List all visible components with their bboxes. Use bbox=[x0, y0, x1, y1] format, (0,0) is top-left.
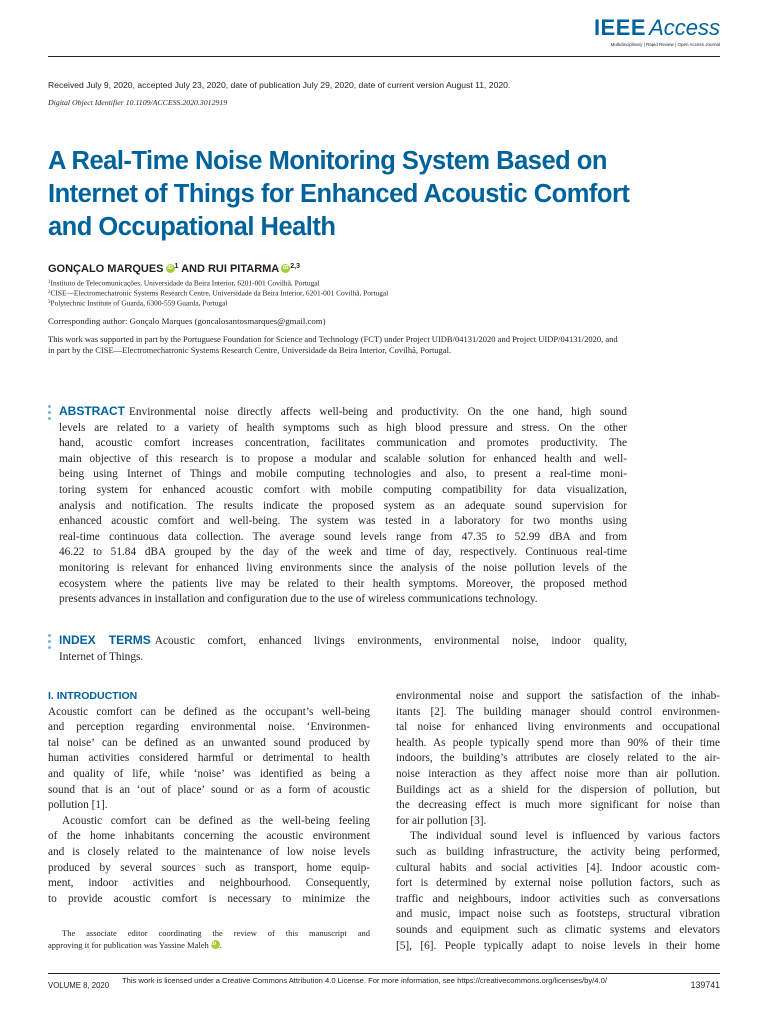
footer-divider bbox=[48, 973, 720, 974]
body-line: human activities considered harmful or detrimental to health bbox=[48, 752, 370, 765]
affiliation-text: CISE—Electromechatronic Systems Research Centre, Universidade da Beira Interior, 6201-001 Covilhã, Portugal bbox=[50, 288, 389, 298]
body-line: Acoustic comfort can be defined as the well-being feeling bbox=[62, 814, 370, 827]
abstract-line: ABSTRACT Environmental noise directly affects well-being and productivity. On the one hand, high sound bbox=[59, 404, 627, 418]
orcid-icon[interactable]: iD bbox=[283, 265, 289, 271]
section-heading: I. INTRODUCTION bbox=[48, 690, 138, 702]
footnote-line: approving it for publication was Yassine Maleh iD . bbox=[48, 940, 222, 950]
author-1-affiliation: 1 bbox=[174, 263, 179, 270]
body-line: [5], [6]. People typically adapt to noise levels in their home bbox=[396, 939, 720, 952]
affiliation-number: 2 bbox=[48, 290, 51, 295]
body-line: produced by several sources such as transport, home equip- bbox=[48, 861, 370, 874]
index-terms bbox=[59, 633, 627, 665]
abstract-marker-icon bbox=[48, 405, 51, 423]
abstract-line: ecosystem where the patients live may be related to their health symptoms. Moreover, the proposed method bbox=[59, 577, 627, 590]
index-terms-line: Internet of Things. bbox=[59, 650, 144, 663]
header-divider bbox=[48, 56, 720, 57]
body-line: traffic and neighbours, indoor activities such as conversations bbox=[396, 892, 720, 905]
orcid-icon[interactable]: iD bbox=[167, 265, 173, 271]
author-2-name: AND RUI PITARMA bbox=[181, 263, 280, 275]
body-line: tal noise for enhanced living environments and occupational bbox=[396, 721, 720, 734]
abstract-line: real-time continuous data collection. The average sound levels range from 47.35 to 52.99 dBA and from bbox=[59, 530, 627, 543]
body-line: Buildings act as a shield for the dispersion of pollution, but bbox=[396, 783, 720, 796]
body-line: to provide acoustic comfort is necessary to minimize the bbox=[48, 892, 370, 905]
affiliation-2 bbox=[48, 288, 388, 298]
body-line: sound that is an ‘out of place’ sound or as a form of acoustic bbox=[48, 783, 370, 796]
body-line: noise interaction as they affect noise more than air pollution. bbox=[396, 767, 720, 780]
abstract-line: main objective of this research is to propose a modular and scalable solution for enhanced health and well- bbox=[59, 452, 627, 465]
body-line: for air pollution [3]. bbox=[396, 814, 487, 827]
abstract-line: toring system for enhanced acoustic comfort with mobile computing compatibility for data visualization, bbox=[59, 483, 627, 496]
body-line: fort is determined by external noise pollution factors, such as bbox=[396, 877, 720, 890]
body-column-left bbox=[48, 689, 370, 907]
page-number: 139741 bbox=[690, 980, 720, 990]
body-line: ment, indoor activities and neighbourhood. Consequently, bbox=[48, 877, 370, 890]
body-line: the decreasing effect is much more significant for noise than bbox=[396, 799, 720, 812]
journal-name-italic: Access bbox=[649, 15, 720, 40]
body-line: tal noise’ can be defined as an unwanted sound produced by bbox=[48, 736, 370, 749]
abstract-line: presents advances in installation and configuration due to the use of wireless communications technology. bbox=[59, 593, 538, 606]
body-line: such as building infrastructure, the activity being performed, bbox=[396, 845, 720, 858]
author-1-name: GONÇALO MARQUES bbox=[48, 263, 164, 275]
body-line: and perception regarding environmental noise. ‘Environmen- bbox=[48, 721, 370, 734]
body-line: Acoustic comfort can be defined as the occupant’s well-being bbox=[48, 705, 370, 718]
author-line bbox=[48, 263, 300, 275]
body-line: and music, impact noise such as footsteps, structural vibration bbox=[396, 908, 720, 921]
received-dates: Received July 9, 2020, accepted July 23, 2020, date of publication July 29, 2020, date of current version August 11, 2020. bbox=[48, 80, 511, 90]
abstract-line: 46.22 to 51.84 dBA grouped by the day of the week and time of day, respectively. Continuous real-time bbox=[59, 546, 627, 559]
affiliation-3 bbox=[48, 298, 227, 308]
index-terms-marker-icon bbox=[48, 634, 51, 652]
abstract-line: analysis and notification. The results indicate the proposed system as an adequate sound supervision for bbox=[59, 499, 627, 512]
affiliation-1 bbox=[48, 278, 320, 288]
footnote-line: The associate editor coordinating the review of this manuscript and bbox=[62, 928, 370, 938]
journal-name-bold: IEEE bbox=[593, 15, 647, 40]
body-column-right bbox=[396, 689, 720, 954]
affiliation-text: Polytechnic Institute of Guarda, 6300-559 Guarda, Portugal bbox=[50, 298, 228, 308]
journal-logo bbox=[594, 16, 720, 40]
volume-info: VOLUME 8, 2020 bbox=[48, 981, 110, 990]
author-2-affiliation: 2,3 bbox=[290, 263, 300, 270]
paper-title: A Real-Time Noise Monitoring System Based on Internet of Things for Enhanced Acoustic Comfort and Occupational Health bbox=[48, 147, 630, 241]
abstract-line: hand, acoustic comfort increases concentration, facilitates communication and promotes productivity. The bbox=[59, 437, 627, 450]
affiliation-text: Instituto de Telecomunicações, Universidade da Beira Interior, 6201-001 Covilhã, Portugal bbox=[50, 278, 320, 288]
doi: Digital Object Identifier 10.1109/ACCESS.2020.3012919 bbox=[48, 98, 228, 107]
funding-statement: This work was supported in part by the Portuguese Foundation for Science and Technology (FCT) under Project UIDB/04131/2020 and Project UIDP/04131/2020, and in part by the CISE—Electromechatronic Systems Research Centre, Universidade da Beira Interior, Covilhã, Portugal. bbox=[48, 334, 618, 355]
body-line: and is closely related to the maintenance of low noise levels bbox=[48, 845, 370, 858]
body-line: indoors, the building’s attributes are closely related to the air- bbox=[396, 752, 720, 765]
journal-tagline: Multidisciplinary | Rapid Review | Open Access Journal bbox=[610, 42, 720, 47]
journal-brand bbox=[594, 16, 720, 47]
editor-footnote bbox=[48, 927, 370, 951]
abstract-line: enhanced acoustic comfort and well-being. The system was tested in a laboratory for two months using bbox=[59, 515, 627, 528]
corresponding-author: Corresponding author: Gonçalo Marques (goncalosantosmarques@gmail.com) bbox=[48, 316, 326, 326]
abstract-line: levels are related to a variety of health symptoms such as high blood pressure and stress. On the other bbox=[59, 421, 627, 434]
license-notice: This work is licensed under a Creative Commons Attribution 4.0 License. For more information, see https://creativecommons.org/licenses/by/4.0/ bbox=[122, 976, 607, 985]
abstract-line: monitoring is relevant for enhanced living environments since the analysis of the noise pollution levels of the bbox=[59, 561, 627, 574]
body-line: itants [2]. The building manager should control environmen- bbox=[396, 705, 720, 718]
body-line: environmental noise and support the satisfaction of the inhab- bbox=[396, 690, 720, 702]
body-line: pollution [1]. bbox=[48, 799, 108, 812]
abstract-line: being using Internet of Things and mobile computing technologies and also, to present a real-time moni- bbox=[59, 468, 627, 481]
orcid-icon[interactable]: iD bbox=[211, 940, 220, 949]
body-line: of the home inhabitants concerning the acoustic environment bbox=[48, 830, 370, 843]
body-line: health. As people typically spend more than 90% of their time bbox=[396, 736, 720, 749]
body-line: The individual sound level is influenced by various factors bbox=[410, 830, 720, 843]
affiliation-number: 1 bbox=[48, 280, 51, 285]
abstract-label: ABSTRACT bbox=[59, 404, 125, 418]
body-line: and quality of life, while ‘noise’ was identified as being a bbox=[48, 767, 370, 780]
body-line: cultural habits and social activities [4]. Indoor acoustic com- bbox=[396, 861, 720, 874]
abstract bbox=[59, 404, 627, 608]
affiliation-number: 3 bbox=[48, 300, 51, 305]
body-line: sounds and equipment such as climatic systems and elevators bbox=[396, 923, 720, 936]
index-terms-label: INDEX TERMS bbox=[59, 633, 151, 647]
index-terms-line: INDEX TERMS Acoustic comfort, enhanced livings environments, environmental noise, indoor quality, bbox=[59, 633, 627, 647]
